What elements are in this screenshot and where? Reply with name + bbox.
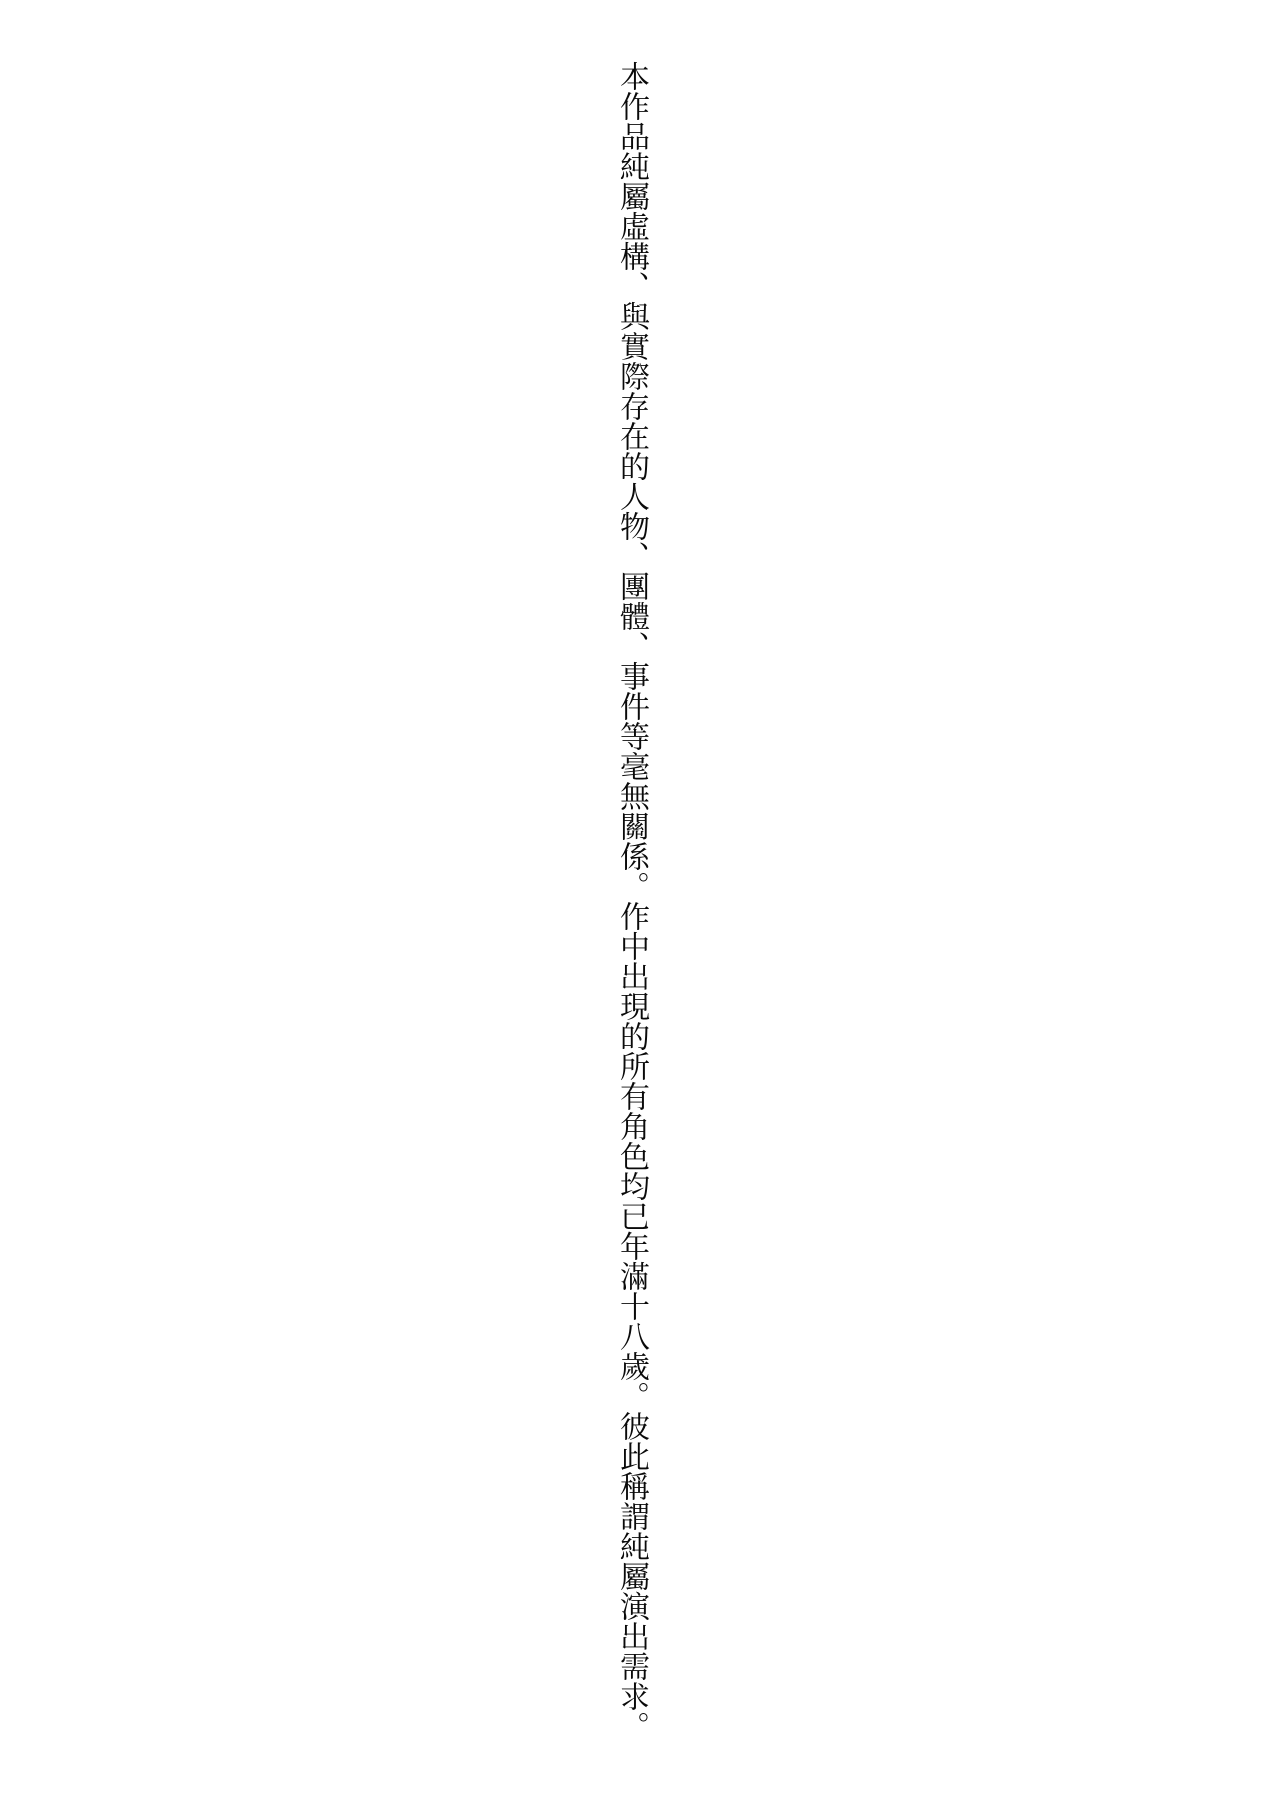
vertical-disclaimer-text: 本作品純屬虛構、與實際存在的人物、團體、事件等毫無關係。作中出現的所有角色均已年滿十八歲。彼此稱謂純屬演出需求。 [614, 61, 649, 1741]
